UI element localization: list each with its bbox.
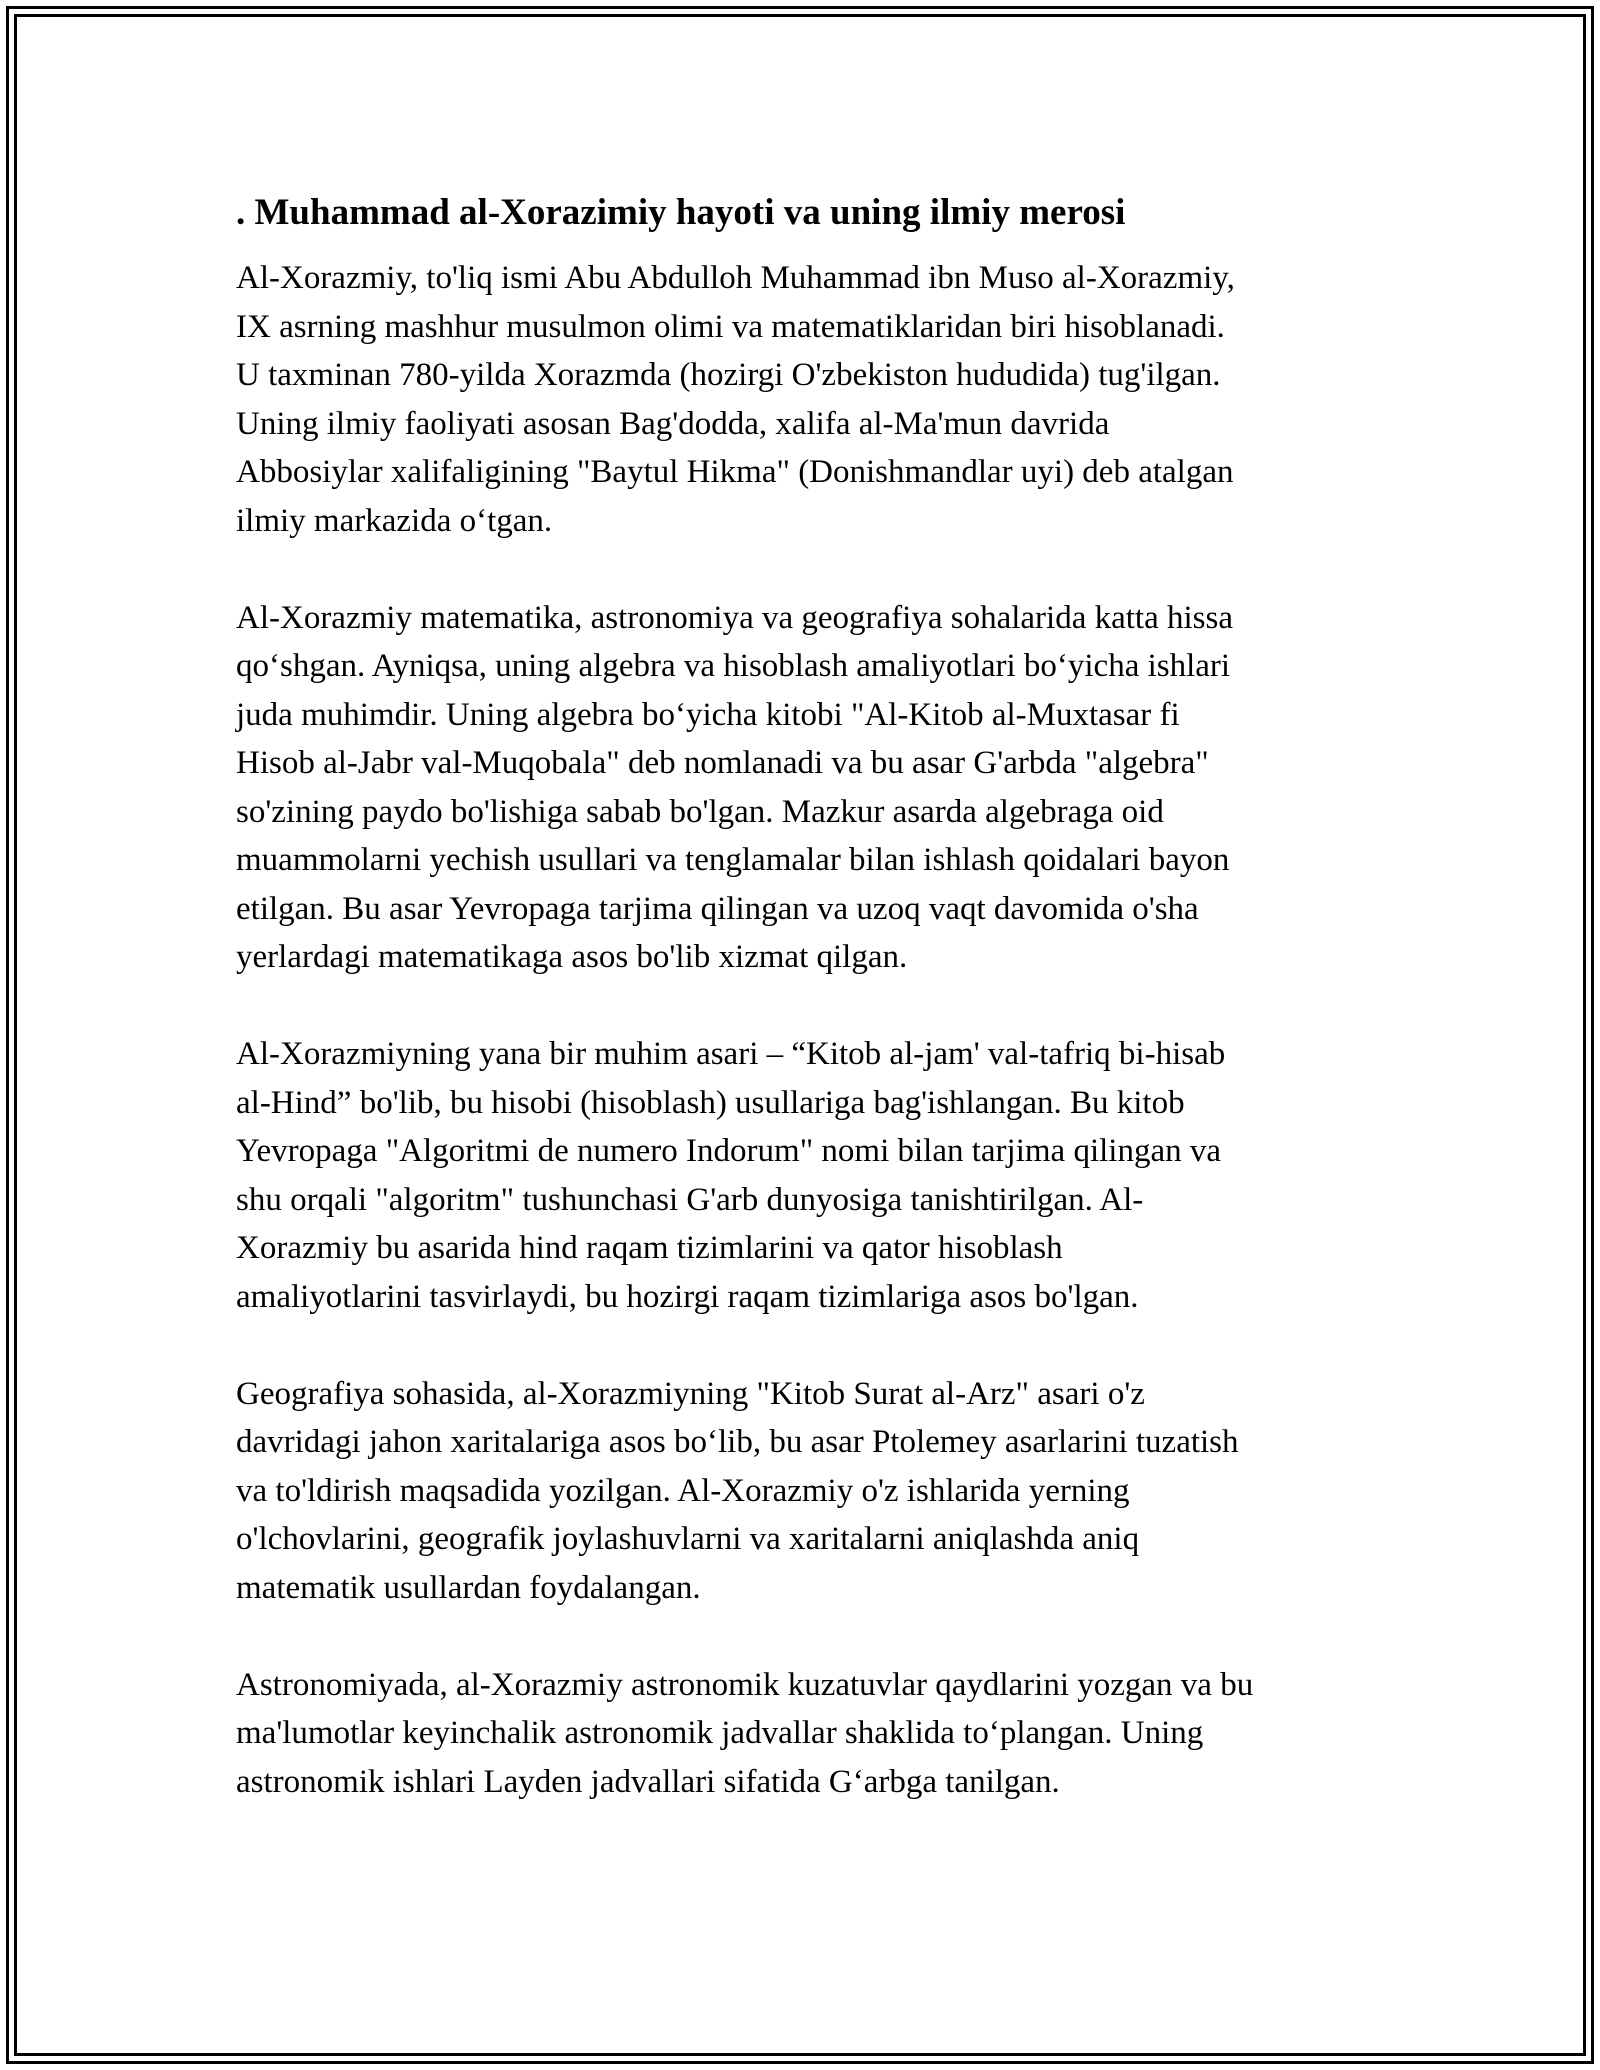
text-line: Al-Xorazmiy matematika, astronomiya va geografiya sohalarida katta hissa <box>236 599 1233 636</box>
text-line: ma'lumotlar keyinchalik astronomik jadvallar shaklida to‘plangan. Uning <box>236 1715 1204 1751</box>
text-line: davridagi jahon xaritalariga asos bo‘lib, bu asar Ptolemey asarlarini tuzatish <box>236 1424 1239 1460</box>
text-line: yerlardagi matematikaga asos bo'lib xizmat qilgan. <box>236 939 908 975</box>
text-line: o'lchovlarini, geografik joylashuvlarni va xaritalarni aniqlashda aniq <box>236 1521 1140 1557</box>
paragraph-algorithm <box>236 1030 1384 1321</box>
paragraph-biography <box>236 254 1384 545</box>
paragraph-astronomy <box>236 1661 1384 1807</box>
text-line: Al-Xorazmiyning yana bir muhim asari – “Kitob al-jam' val-tafriq bi-hisab <box>236 1036 1226 1072</box>
text-line: Al-Xorazmiy, to'liq ismi Abu Abdulloh Muhammad ibn Muso al-Xorazmiy, <box>236 260 1235 296</box>
document-title: . Muhammad al-Xorazimiy hayoti va uning ilmiy merosi <box>236 192 1126 233</box>
text-line: etilgan. Bu asar Yevropaga tarjima qilingan va uzoq vaqt davomida o'sha <box>236 890 1199 927</box>
text-line: Yevropaga "Algoritmi de numero Indorum" nomi bilan tarjima qilingan va <box>236 1133 1221 1169</box>
text-line: shu orqali "algoritm" tushunchasi G'arb dunyosiga tanishtirilgan. Al- <box>236 1181 1144 1218</box>
text-line: U taxminan 780-yilda Xorazmda (hozirgi O'zbekiston hududida) tug'ilgan. <box>236 357 1221 393</box>
text-line: Geografiya sohasida, al-Xorazmiyning "Kitob Surat al-Arz" asari o'z <box>236 1375 1145 1412</box>
text-line: Hisob al-Jabr val-Muqobala" deb nomlanadi va bu asar G'arbda "algebra" <box>236 745 1209 781</box>
text-line: matematik usullardan foydalangan. <box>236 1569 701 1606</box>
text-line: juda muhimdir. Uning algebra bo‘yicha kitobi "Al-Kitob al-Muxtasar fi <box>236 696 1180 733</box>
text-line: Xorazmiy bu asarida hind raqam tizimlarini va qator hisoblash <box>236 1230 1063 1266</box>
text-line: astronomik ishlari Layden jadvallari sifatida G‘arbga tanilgan. <box>236 1763 1060 1800</box>
text-line: Abbosiylar xalifaligining "Baytul Hikma" (Donishmandlar uyi) deb atalgan <box>236 454 1234 490</box>
text-line: ilmiy markazida o‘tgan. <box>236 502 553 539</box>
text-line: va to'ldirish maqsadida yozilgan. Al-Xorazmiy o'z ishlarida yerning <box>236 1472 1130 1509</box>
text-line: IX asrning mashhur musulmon olimi va matematiklaridan biri hisoblanadi. <box>236 308 1225 345</box>
text-line: Astronomiyada, al-Xorazmiy astronomik kuzatuvlar qaydlarini yozgan va bu <box>236 1666 1254 1703</box>
text-line: muammolarni yechish usullari va tenglamalar bilan ishlash qoidalari bayon <box>236 842 1230 878</box>
text-line: Uning ilmiy faoliyati asosan Bag'dodda, xalifa al-Ma'mun davrida <box>236 405 1110 442</box>
paragraph-algebra <box>236 594 1384 982</box>
text-line: qo‘shgan. Ayniqsa, uning algebra va hisoblash amaliyotlari bo‘yicha ishlari <box>236 648 1231 684</box>
text-line: al-Hind” bo'lib, bu hisobi (hisoblash) usullariga bag'ishlangan. Bu kitob <box>236 1084 1185 1121</box>
text-line: so'zining paydo bo'lishiga sabab bo'lgan. Mazkur asarda algebraga oid <box>236 793 1164 830</box>
document-body <box>236 188 1384 1855</box>
text-line: amaliyotlarini tasvirlaydi, bu hozirgi raqam tizimlariga asos bo'lgan. <box>236 1278 1139 1315</box>
paragraph-geography <box>236 1370 1384 1613</box>
